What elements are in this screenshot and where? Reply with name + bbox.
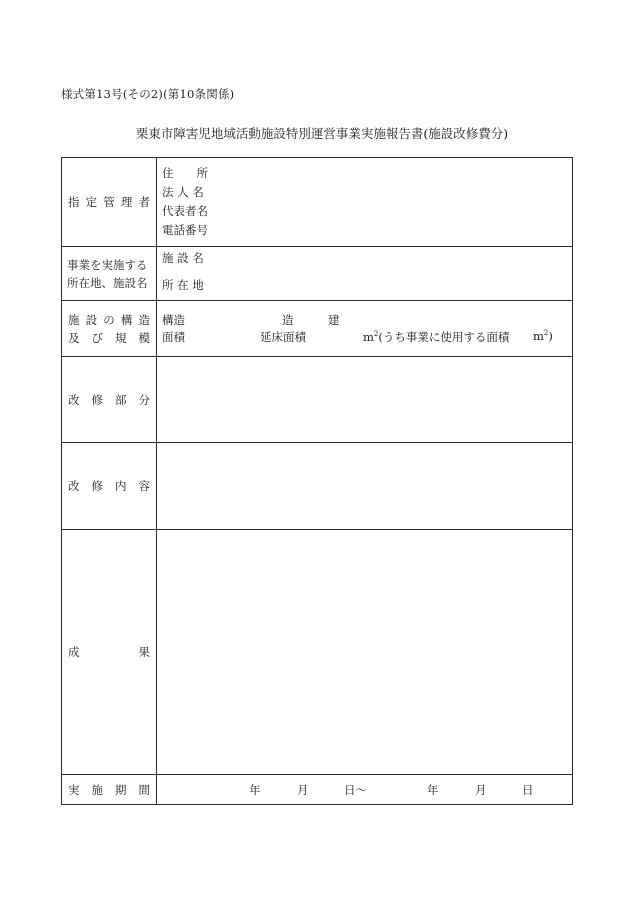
structure-label-line1 <box>62 311 156 329</box>
label-char: 分 <box>138 392 150 407</box>
facility-name-label: 施 設 名 <box>162 251 204 265</box>
area-label: 面積 <box>162 329 185 344</box>
location-label-cell <box>62 247 157 301</box>
result-label <box>62 643 156 661</box>
label-char: 規 <box>115 330 127 345</box>
structure-content-cell[interactable] <box>157 301 573 357</box>
manager-label-cell <box>62 158 157 247</box>
result-content-cell[interactable] <box>157 530 573 775</box>
facility-address-label: 所 在 地 <box>162 278 204 292</box>
manager-representative-label: 代表者名 <box>162 204 208 218</box>
repair-content-row <box>62 443 573 530</box>
floor-area-unit <box>363 329 509 345</box>
label-char: 内 <box>115 479 127 493</box>
label-char: 実 <box>68 782 80 797</box>
structure-label-cell <box>62 301 157 357</box>
label-char: 造 <box>138 312 150 327</box>
label-char: 管 <box>103 195 115 209</box>
label-char: 施 <box>68 312 80 327</box>
label-char: 期 <box>115 782 127 797</box>
label-char: 者 <box>138 195 150 209</box>
manager-row <box>62 158 573 247</box>
location-row <box>62 247 573 301</box>
label-char: 施 <box>91 782 103 797</box>
location-content-cell[interactable] <box>157 247 573 301</box>
repair-part-label <box>62 391 156 409</box>
close-paren: ) <box>548 328 553 343</box>
structure-zo-label: 造 <box>282 312 294 327</box>
label-char: 指 <box>68 195 80 209</box>
location-label-line2: 所在地、施設名 <box>67 275 148 290</box>
manager-phone-label: 電話番号 <box>162 223 208 237</box>
period-label-cell <box>62 775 157 805</box>
m2-unit-end: m <box>533 328 544 343</box>
label-char: 修 <box>91 479 103 493</box>
report-form-table <box>61 157 573 805</box>
result-label-cell <box>62 530 157 775</box>
label-char: 模 <box>138 330 150 345</box>
label-char: 設 <box>85 312 98 327</box>
label-char: 部 <box>115 392 127 407</box>
structure-label-line2 <box>62 329 156 347</box>
document-title: 栗東市障害児地域活動施設特別運営事業実施報告書(施設改修費分) <box>135 126 509 141</box>
label-char: 間 <box>138 782 150 797</box>
label-char: 修 <box>91 392 103 407</box>
repair-part-label-cell <box>62 357 157 443</box>
repair-content-content-cell[interactable] <box>157 443 573 530</box>
period-year1: 年 <box>249 782 261 797</box>
structure-row <box>62 301 573 357</box>
repair-content-label-cell <box>62 443 157 530</box>
m2-unit: m <box>363 329 374 344</box>
m2-exponent: 2 <box>373 329 379 338</box>
m2-exponent-end: 2 <box>543 328 549 337</box>
repair-content-label <box>62 477 156 495</box>
repair-part-content-cell[interactable] <box>157 357 573 443</box>
label-char: 及 <box>68 330 80 345</box>
period-month2: 月 <box>475 782 487 797</box>
period-row <box>62 775 573 805</box>
location-label-line1: 事業を実施する <box>67 257 148 272</box>
label-char: 構 <box>120 312 133 327</box>
manager-corp-name-label: 法 人 名 <box>162 185 204 199</box>
label-char: 果 <box>138 645 150 659</box>
label-char: び <box>91 330 103 345</box>
structure-label: 構造 <box>162 312 185 327</box>
business-area-unit <box>533 329 553 343</box>
period-day1-tilde: 日〜 <box>344 782 367 797</box>
repair-part-row <box>62 357 573 443</box>
manager-content-cell[interactable] <box>157 158 573 247</box>
period-day2: 日 <box>522 782 534 797</box>
label-char: 容 <box>138 479 150 493</box>
label-char: 改 <box>68 392 80 407</box>
label-char: 理 <box>120 195 133 209</box>
manager-label <box>62 193 156 211</box>
period-month1: 月 <box>297 782 309 797</box>
label-char: 定 <box>85 195 98 209</box>
period-content-cell[interactable] <box>157 775 573 805</box>
business-use-text: (うち事業に使用する面積 <box>378 329 510 344</box>
form-number: 様式第13号(その2)(第10条関係) <box>61 87 235 101</box>
result-row <box>62 530 573 775</box>
period-year2: 年 <box>427 782 439 797</box>
manager-address-label: 住 所 <box>162 166 208 180</box>
label-char: 成 <box>68 645 80 659</box>
floor-area-label: 延床面積 <box>260 329 306 344</box>
label-char: の <box>103 312 115 327</box>
label-char: 改 <box>68 479 80 493</box>
period-label <box>62 781 156 799</box>
structure-built-label: 建 <box>328 312 340 327</box>
